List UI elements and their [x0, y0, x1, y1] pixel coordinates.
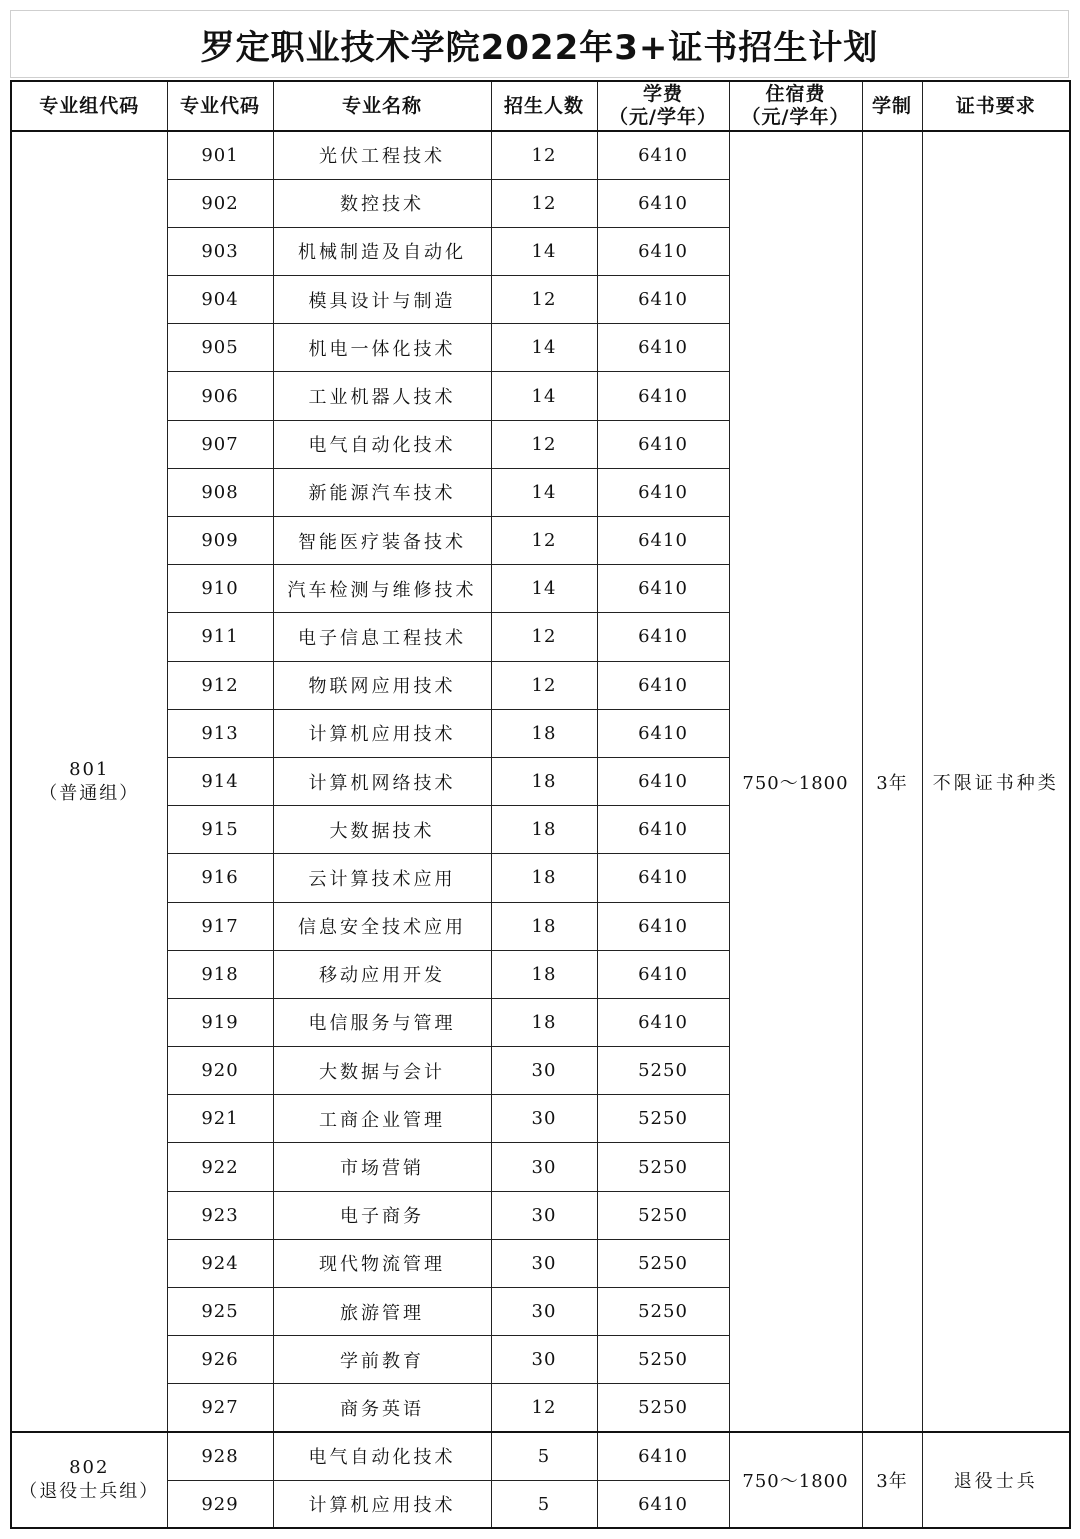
enrollment-cell: 12 [491, 276, 597, 324]
major-name-cell: 电气自动化技术 [273, 1432, 491, 1480]
major-code-cell: 910 [167, 565, 273, 613]
header-duration: 学制 [862, 81, 922, 131]
enrollment-cell: 30 [491, 1336, 597, 1384]
major-code-cell: 919 [167, 998, 273, 1046]
tuition-cell: 5250 [597, 1191, 729, 1239]
header-dorm-fee-unit: （元/学年） [741, 106, 850, 128]
tuition-cell: 5250 [597, 1239, 729, 1287]
enrollment-cell: 18 [491, 709, 597, 757]
enrollment-cell: 12 [491, 179, 597, 227]
header-dorm-fee-label: 住宿费 [765, 83, 826, 105]
table-body [11, 131, 1070, 1528]
major-code-cell: 923 [167, 1191, 273, 1239]
major-code-cell: 906 [167, 372, 273, 420]
enrollment-cell: 30 [491, 1288, 597, 1336]
page-title: 罗定职业技术学院2022年3+证书招生计划 [200, 27, 879, 68]
major-name-cell: 电信服务与管理 [273, 998, 491, 1046]
major-code-cell: 903 [167, 227, 273, 275]
enrollment-cell: 12 [491, 613, 597, 661]
enrollment-cell: 14 [491, 468, 597, 516]
enrollment-cell: 30 [491, 1047, 597, 1095]
major-name-cell: 智能医疗装备技术 [273, 517, 491, 565]
tuition-cell: 6410 [597, 998, 729, 1046]
enrollment-cell: 14 [491, 565, 597, 613]
enrollment-plan-table [10, 80, 1071, 1529]
major-code-cell: 918 [167, 950, 273, 998]
header-tuition-unit: （元/学年） [609, 106, 717, 128]
tuition-cell: 6410 [597, 950, 729, 998]
major-name-cell: 工业机器人技术 [273, 372, 491, 420]
major-name-cell: 学前教育 [273, 1336, 491, 1384]
major-name-cell: 机械制造及自动化 [273, 227, 491, 275]
major-code-cell: 929 [167, 1480, 273, 1528]
enrollment-cell: 12 [491, 1384, 597, 1432]
enrollment-cell: 14 [491, 324, 597, 372]
tuition-cell: 5250 [597, 1143, 729, 1191]
header-major-name: 专业名称 [273, 81, 491, 131]
enrollment-cell: 12 [491, 517, 597, 565]
tuition-cell: 6410 [597, 661, 729, 709]
major-name-cell: 模具设计与制造 [273, 276, 491, 324]
tuition-cell: 6410 [597, 1480, 729, 1528]
major-name-cell: 市场营销 [273, 1143, 491, 1191]
enrollment-cell: 18 [491, 806, 597, 854]
major-name-cell: 电子信息工程技术 [273, 613, 491, 661]
tuition-cell: 6410 [597, 1432, 729, 1480]
enrollment-cell: 18 [491, 854, 597, 902]
enrollment-cell: 18 [491, 757, 597, 805]
tuition-cell: 5250 [597, 1384, 729, 1432]
enrollment-cell: 18 [491, 998, 597, 1046]
tuition-cell: 5250 [597, 1288, 729, 1336]
header-group-code: 专业组代码 [11, 81, 167, 131]
major-code-cell: 905 [167, 324, 273, 372]
major-code-cell: 901 [167, 131, 273, 179]
major-code-cell: 909 [167, 517, 273, 565]
tuition-cell: 6410 [597, 902, 729, 950]
duration-cell: 3年 [862, 131, 922, 1432]
tuition-cell: 5250 [597, 1336, 729, 1384]
tuition-cell: 6410 [597, 709, 729, 757]
major-name-cell: 计算机应用技术 [273, 709, 491, 757]
major-code-cell: 908 [167, 468, 273, 516]
header-row [11, 81, 1070, 131]
title-box [10, 10, 1069, 78]
major-name-cell: 现代物流管理 [273, 1239, 491, 1287]
header-major-code: 专业代码 [167, 81, 273, 131]
major-code-cell: 911 [167, 613, 273, 661]
header-tuition-label: 学费 [642, 83, 683, 105]
major-name-cell: 工商企业管理 [273, 1095, 491, 1143]
major-name-cell: 电气自动化技术 [273, 420, 491, 468]
enrollment-cell: 18 [491, 902, 597, 950]
enrollment-cell: 30 [491, 1143, 597, 1191]
major-code-cell: 907 [167, 420, 273, 468]
major-name-cell: 云计算技术应用 [273, 854, 491, 902]
tuition-cell: 6410 [597, 372, 729, 420]
table-row [11, 1432, 1070, 1480]
tuition-cell: 6410 [597, 854, 729, 902]
group-label: （退役士兵组） [19, 1481, 160, 1503]
major-name-cell: 商务英语 [273, 1384, 491, 1432]
enrollment-cell: 30 [491, 1239, 597, 1287]
enrollment-cell: 14 [491, 227, 597, 275]
tuition-cell: 6410 [597, 420, 729, 468]
major-code-cell: 921 [167, 1095, 273, 1143]
major-name-cell: 汽车检测与维修技术 [273, 565, 491, 613]
major-code-cell: 917 [167, 902, 273, 950]
enrollment-cell: 12 [491, 131, 597, 179]
major-name-cell: 机电一体化技术 [273, 324, 491, 372]
major-code-cell: 915 [167, 806, 273, 854]
dorm-fee-cell: 750～1800 [729, 131, 862, 1432]
tuition-cell: 6410 [597, 227, 729, 275]
tuition-cell: 6410 [597, 806, 729, 854]
tuition-cell: 5250 [597, 1095, 729, 1143]
tuition-cell: 6410 [597, 324, 729, 372]
major-code-cell: 916 [167, 854, 273, 902]
tuition-cell: 5250 [597, 1047, 729, 1095]
tuition-cell: 6410 [597, 613, 729, 661]
major-code-cell: 922 [167, 1143, 273, 1191]
enrollment-cell: 30 [491, 1191, 597, 1239]
tuition-cell: 6410 [597, 131, 729, 179]
tuition-cell: 6410 [597, 468, 729, 516]
enrollment-cell: 5 [491, 1480, 597, 1528]
table-row [11, 131, 1070, 179]
enrollment-cell: 18 [491, 950, 597, 998]
tuition-cell: 6410 [597, 565, 729, 613]
major-name-cell: 大数据与会计 [273, 1047, 491, 1095]
major-name-cell: 旅游管理 [273, 1288, 491, 1336]
header-dorm-fee [729, 81, 862, 131]
major-name-cell: 电子商务 [273, 1191, 491, 1239]
major-code-cell: 914 [167, 757, 273, 805]
group-code: 802 [69, 1457, 110, 1479]
major-name-cell: 移动应用开发 [273, 950, 491, 998]
major-name-cell: 光伏工程技术 [273, 131, 491, 179]
major-code-cell: 927 [167, 1384, 273, 1432]
enrollment-cell: 5 [491, 1432, 597, 1480]
major-code-cell: 904 [167, 276, 273, 324]
major-code-cell: 913 [167, 709, 273, 757]
header-enrollment: 招生人数 [491, 81, 597, 131]
enrollment-cell: 12 [491, 661, 597, 709]
major-code-cell: 920 [167, 1047, 273, 1095]
enrollment-cell: 12 [491, 420, 597, 468]
major-name-cell: 计算机应用技术 [273, 1480, 491, 1528]
certificate-cell: 不限证书种类 [922, 131, 1070, 1432]
major-name-cell: 物联网应用技术 [273, 661, 491, 709]
dorm-fee-cell: 750～1800 [729, 1432, 862, 1528]
tuition-cell: 6410 [597, 276, 729, 324]
major-name-cell: 计算机网络技术 [273, 757, 491, 805]
header-certificate: 证书要求 [922, 81, 1070, 131]
certificate-cell: 退役士兵 [922, 1432, 1070, 1528]
major-name-cell: 信息安全技术应用 [273, 902, 491, 950]
major-code-cell: 924 [167, 1239, 273, 1287]
group-code-cell [11, 131, 167, 1432]
major-code-cell: 902 [167, 179, 273, 227]
major-code-cell: 912 [167, 661, 273, 709]
tuition-cell: 6410 [597, 757, 729, 805]
group-code: 801 [69, 758, 110, 780]
group-label: （普通组） [39, 782, 140, 804]
group-code-cell [11, 1432, 167, 1528]
major-code-cell: 928 [167, 1432, 273, 1480]
enrollment-cell: 30 [491, 1095, 597, 1143]
enrollment-cell: 14 [491, 372, 597, 420]
tuition-cell: 6410 [597, 517, 729, 565]
major-code-cell: 926 [167, 1336, 273, 1384]
major-name-cell: 数控技术 [273, 179, 491, 227]
major-name-cell: 新能源汽车技术 [273, 468, 491, 516]
tuition-cell: 6410 [597, 179, 729, 227]
duration-cell: 3年 [862, 1432, 922, 1528]
major-name-cell: 大数据技术 [273, 806, 491, 854]
header-tuition [597, 81, 729, 131]
major-code-cell: 925 [167, 1288, 273, 1336]
